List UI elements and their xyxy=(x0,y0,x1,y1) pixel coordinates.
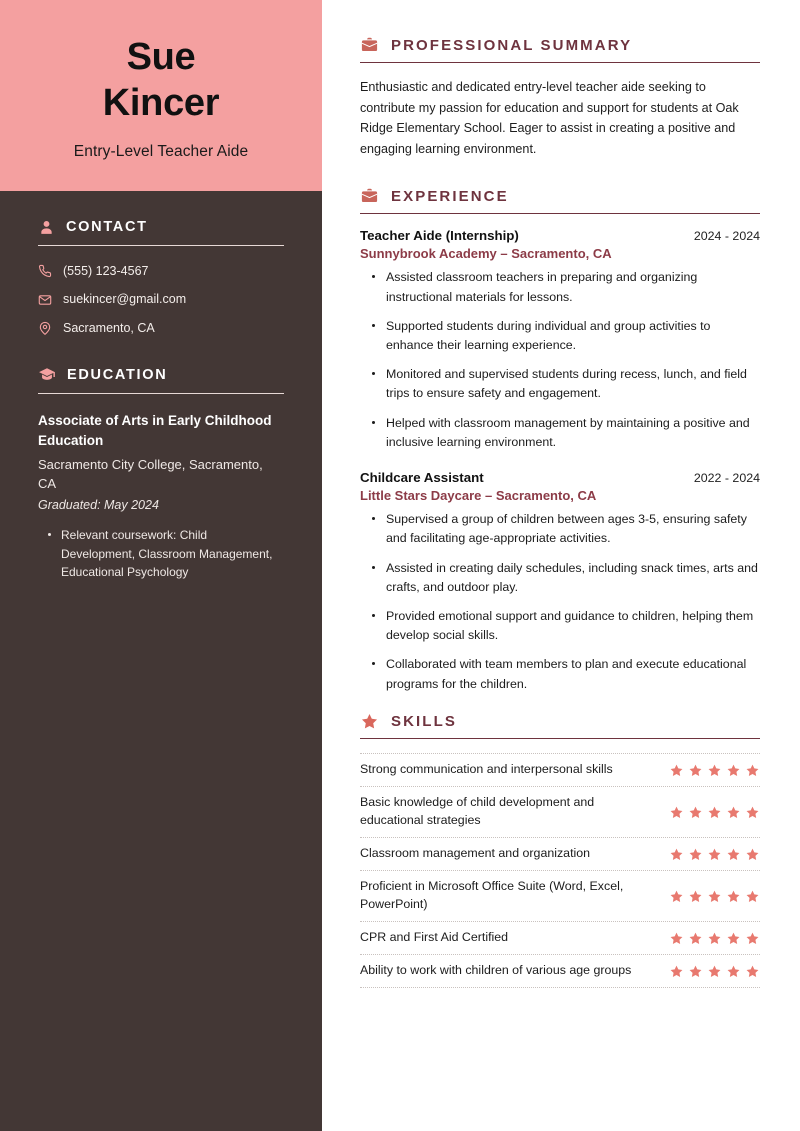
contact-heading-row xyxy=(38,219,284,236)
briefcase-icon xyxy=(360,187,379,206)
star-filled-icon xyxy=(707,805,722,820)
first-name: Sue xyxy=(126,36,196,78)
contact-divider xyxy=(38,245,284,247)
star-filled-icon xyxy=(745,763,760,778)
skill-rating xyxy=(669,805,760,820)
star-filled-icon xyxy=(688,847,703,862)
skill-row xyxy=(360,922,760,955)
star-filled-icon xyxy=(669,889,684,904)
experience-divider xyxy=(360,213,760,214)
star-filled-icon xyxy=(745,889,760,904)
contact-email[interactable] xyxy=(38,291,284,307)
education-heading-row xyxy=(38,366,284,384)
skills-divider xyxy=(360,738,760,739)
skill-rating xyxy=(669,763,760,778)
star-filled-icon xyxy=(726,889,741,904)
education-heading: EDUCATION xyxy=(67,366,168,383)
star-filled-icon xyxy=(726,763,741,778)
job-company: Little Stars Daycare – Sacramento, CA xyxy=(360,488,597,504)
star-filled-icon xyxy=(669,931,684,946)
skill-row xyxy=(360,838,760,871)
star-filled-icon xyxy=(745,805,760,820)
star-filled-icon xyxy=(745,964,760,979)
experience-entry xyxy=(360,470,760,694)
star-filled-icon xyxy=(745,847,760,862)
experience-entry xyxy=(360,228,760,452)
skill-rating xyxy=(669,931,760,946)
skill-row xyxy=(360,871,760,922)
skill-row xyxy=(360,753,760,787)
skill-rating xyxy=(669,847,760,862)
person-icon xyxy=(38,219,55,236)
skills-section xyxy=(360,712,760,988)
list-item: Helped with classroom management by maintaining a positive and inclusive learning environment. xyxy=(372,414,760,452)
job-role: Childcare Assistant xyxy=(360,470,484,486)
skill-name: Ability to work with children of various age groups xyxy=(360,963,632,978)
contact-location[interactable] xyxy=(38,320,284,336)
star-filled-icon xyxy=(669,847,684,862)
skills-list xyxy=(360,753,760,988)
phone-value: (555) 123-4567 xyxy=(63,264,149,279)
list-item: Collaborated with team members to plan and execute educational programs for the children. xyxy=(372,655,760,693)
job-dates: 2022 - 2024 xyxy=(693,471,760,486)
skill-name: Proficient in Microsoft Office Suite (Word, Excel, PowerPoint) xyxy=(360,879,624,912)
education-section xyxy=(0,366,322,582)
contact-phone[interactable] xyxy=(38,263,284,279)
summary-heading: PROFESSIONAL SUMMARY xyxy=(391,37,633,54)
skill-rating xyxy=(669,889,760,904)
education-bullet-list xyxy=(38,526,284,581)
star-filled-icon xyxy=(669,805,684,820)
location-value: Sacramento, CA xyxy=(63,320,155,335)
star-filled-icon xyxy=(688,964,703,979)
education-graduation-date: Graduated: May 2024 xyxy=(38,498,159,513)
job-title: Entry-Level Teacher Aide xyxy=(73,142,249,160)
location-pin-icon xyxy=(38,321,52,335)
list-item: Relevant coursework: Child Development, Classroom Management, Educational Psychology xyxy=(48,526,284,581)
star-filled-icon xyxy=(745,931,760,946)
job-bullet-list xyxy=(360,268,760,452)
star-filled-icon xyxy=(669,964,684,979)
education-divider xyxy=(38,393,284,395)
education-school: Sacramento City College, Sacramento, CA xyxy=(38,456,263,491)
list-item: Assisted classroom teachers in preparing and organizing instructional materials for lessons. xyxy=(372,268,760,306)
list-item: Supervised a group of children between ages 3-5, ensuring safety and facilitating age-appropriate activities. xyxy=(372,510,760,548)
skill-name: Classroom management and organization xyxy=(360,846,591,861)
skill-name: Basic knowledge of child development and educational strategies xyxy=(360,795,595,828)
list-item: Supported students during individual and group activities to enhance their learning experience. xyxy=(372,317,760,355)
job-header xyxy=(360,228,760,243)
star-filled-icon xyxy=(707,964,722,979)
experience-heading: EXPERIENCE xyxy=(391,187,509,205)
job-dates: 2024 - 2024 xyxy=(693,229,760,244)
star-filled-icon xyxy=(707,931,722,946)
name-header-block xyxy=(0,0,322,191)
last-name: Kincer xyxy=(102,82,220,125)
briefcase-icon xyxy=(360,36,379,55)
star-filled-icon xyxy=(726,964,741,979)
main-content xyxy=(322,0,800,1131)
star-filled-icon xyxy=(688,805,703,820)
contact-section xyxy=(0,219,322,336)
job-company: Sunnybrook Academy – Sacramento, CA xyxy=(360,246,612,262)
star-filled-icon xyxy=(726,847,741,862)
star-filled-icon xyxy=(707,847,722,862)
list-item: Monitored and supervised students during recess, lunch, and field trips to ensure safety and engagement. xyxy=(372,365,760,403)
star-filled-icon xyxy=(688,763,703,778)
list-item: Provided emotional support and guidance to children, helping them develop social skills. xyxy=(372,607,760,645)
skills-heading-row xyxy=(360,712,760,731)
experience-heading-row xyxy=(360,187,760,206)
job-header xyxy=(360,470,760,485)
sidebar xyxy=(0,0,322,1131)
summary-divider xyxy=(360,62,760,63)
list-item: Assisted in creating daily schedules, including snack times, arts and crafts, and outdoor play. xyxy=(372,559,760,597)
skill-row xyxy=(360,787,760,838)
job-bullet-list xyxy=(360,510,760,694)
envelope-icon xyxy=(38,293,52,307)
contact-heading: CONTACT xyxy=(66,219,148,236)
email-value: suekincer@gmail.com xyxy=(63,292,187,307)
star-filled-icon xyxy=(726,805,741,820)
star-filled-icon xyxy=(688,931,703,946)
star-filled-icon xyxy=(707,763,722,778)
graduation-cap-icon xyxy=(38,366,56,384)
summary-text: Enthusiastic and dedicated entry-level teacher aide seeking to contribute my passion for education and support for students at Oak Ridge Elementary School. Eager to assist in creating a positive and engaging learning environment. xyxy=(360,80,739,156)
education-degree: Associate of Arts in Early Childhood Education xyxy=(38,413,272,448)
skill-rating xyxy=(669,964,760,979)
star-filled-icon xyxy=(669,763,684,778)
experience-section xyxy=(360,187,760,694)
skills-heading: SKILLS xyxy=(391,712,457,730)
summary-heading-row xyxy=(360,36,760,55)
skill-name: CPR and First Aid Certified xyxy=(360,930,509,945)
star-icon xyxy=(360,712,379,731)
star-filled-icon xyxy=(688,889,703,904)
skill-row xyxy=(360,955,760,988)
phone-icon xyxy=(38,264,52,278)
star-filled-icon xyxy=(707,889,722,904)
skill-name: Strong communication and interpersonal skills xyxy=(360,762,613,777)
job-role: Teacher Aide (Internship) xyxy=(360,228,519,244)
star-filled-icon xyxy=(726,931,741,946)
professional-summary-section xyxy=(360,36,760,159)
